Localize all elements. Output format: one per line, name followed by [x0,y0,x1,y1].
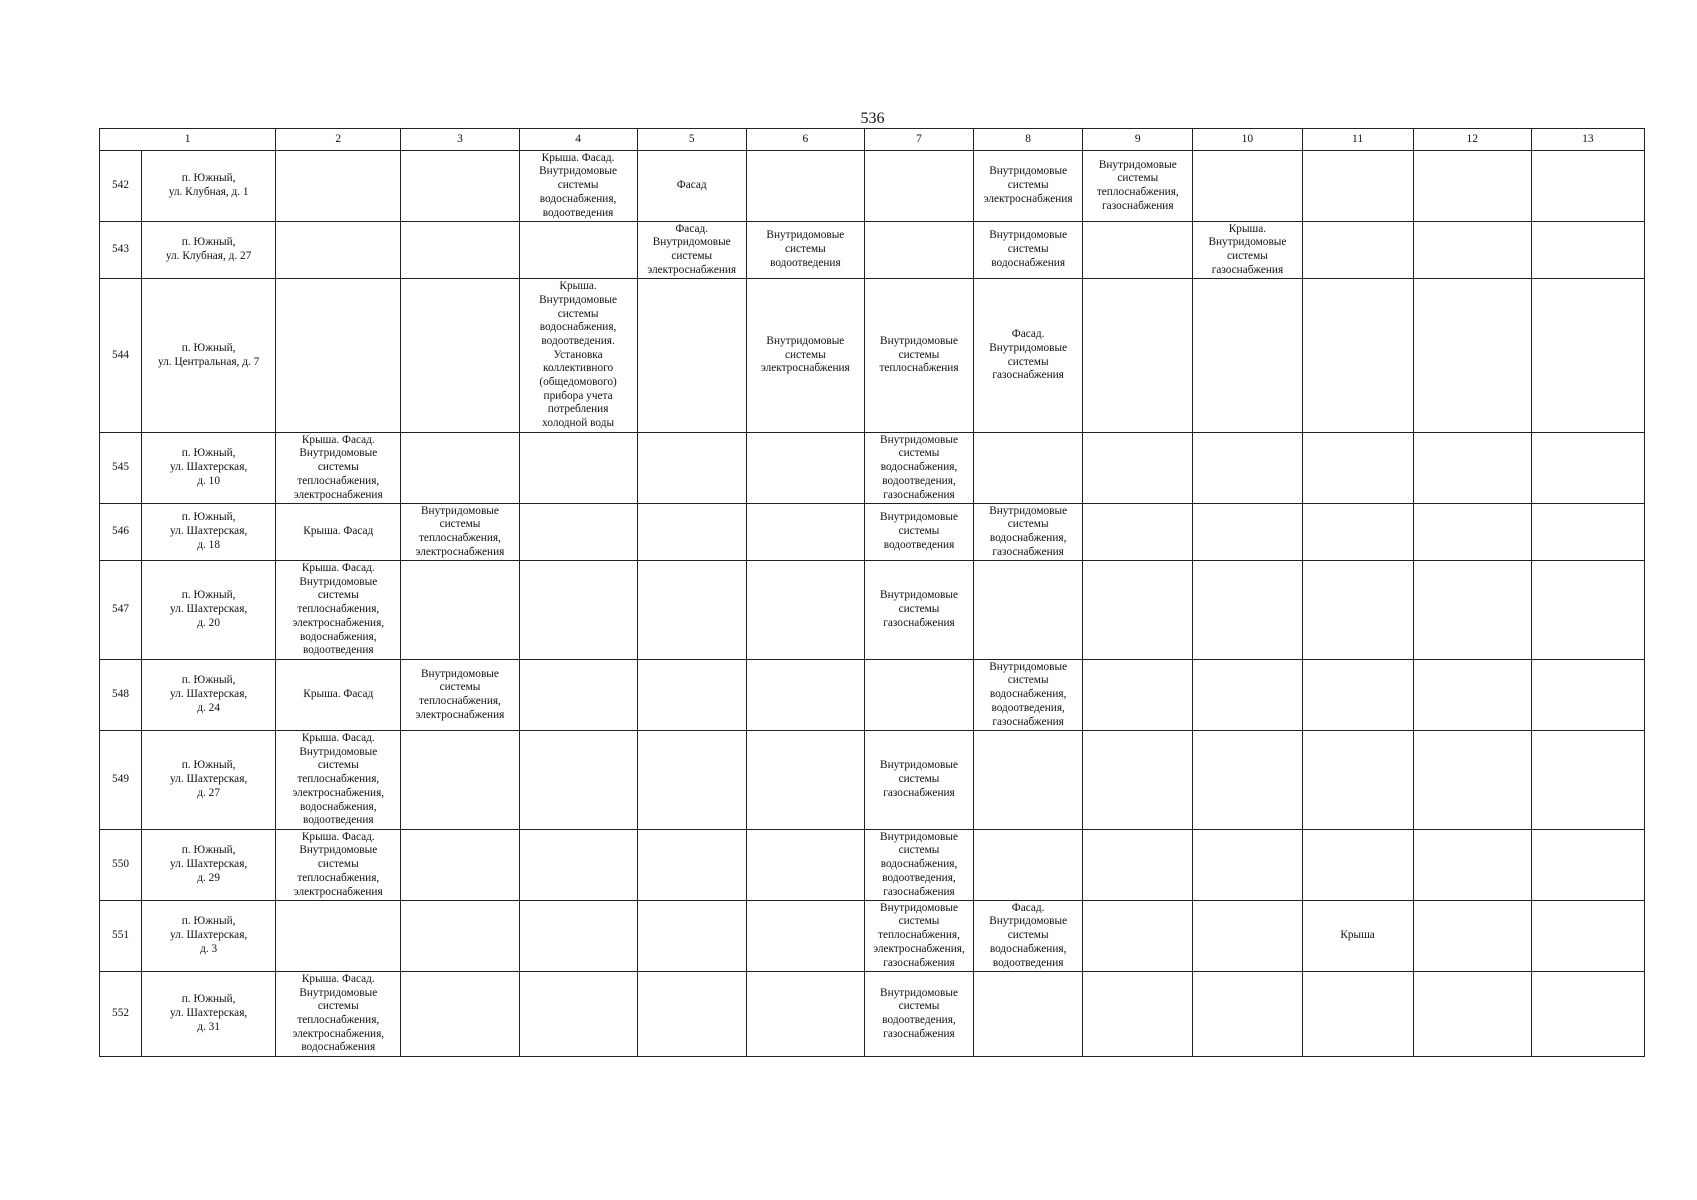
work-cell-col-4 [519,660,637,731]
work-cell-col-5 [637,433,746,504]
work-cell-col-9 [1083,901,1193,972]
work-cell-col-3 [401,830,519,901]
work-cell-col-8 [974,151,1083,222]
address-text: п. Южный, ул. Шахтерская, д. 24 [170,674,248,714]
work-cell-col-12 [1413,222,1531,279]
work-cell-col-13 [1531,660,1644,731]
work-cell-col-3 [401,151,519,222]
work-cell-col-4 [519,901,637,972]
work-cell-col-13 [1531,279,1644,433]
row-number-cell: 544 [100,279,142,433]
work-cell-col-10 [1193,901,1302,972]
address-text: п. Южный, ул. Шахтерская, д. 29 [170,844,248,884]
work-cell-col-13 [1531,151,1644,222]
row-number-cell: 542 [100,151,142,222]
work-cell-col-3 [401,660,519,731]
work-cell-col-11 [1302,433,1413,504]
work-cell-col-6 [746,433,864,504]
work-text: Крыша. Фасад. Внутридомовые системы теплоснабжения, электроснабжения, водоснабжения, водоотведения [292,562,385,657]
address-cell [142,972,276,1057]
work-cell-col-6 [746,972,864,1057]
work-cell-col-4 [519,151,637,222]
repair-schedule-table [99,128,1645,1057]
work-text: Крыша. Внутридомовые системы водоснабжения, водоотведения. Установка коллективного (общедомового) прибора учета потребления холодной воды [539,280,618,430]
work-text: Внутридомовые системы газоснабжения [880,759,958,799]
address-cell [142,151,276,222]
work-cell-col-3 [401,279,519,433]
work-cell-col-3 [401,433,519,504]
work-cell-col-9 [1083,972,1193,1057]
work-cell-col-5 [637,830,746,901]
address-text: п. Южный, ул. Центральная, д. 7 [158,341,260,368]
work-cell-col-10 [1193,504,1302,561]
address-cell [142,279,276,433]
row-number-cell: 546 [100,504,142,561]
table-row [100,279,1645,433]
work-cell-col-6 [746,151,864,222]
address-text: п. Южный, ул. Шахтерская, д. 10 [170,447,248,487]
column-header: 12 [1413,129,1531,151]
work-text: Внутридомовые системы теплоснабжения, электроснабжения [415,667,505,721]
work-cell-col-2 [276,660,401,731]
work-text: Крыша. Фасад. Внутридомовые системы теплоснабжения, электроснабжения [293,830,383,898]
work-cell-col-5 [637,901,746,972]
address-cell [142,561,276,660]
work-text: Внутридомовые системы электроснабжения [983,165,1073,205]
work-text: Внутридомовые системы газоснабжения [880,589,958,629]
table-row [100,222,1645,279]
work-cell-col-2 [276,433,401,504]
work-cell-col-10 [1193,972,1302,1057]
work-text: Внутридомовые системы теплоснабжения, электроснабжения, газоснабжения [873,901,965,969]
work-text: Внутридомовые системы водоснабжения, водоотведения, газоснабжения [989,660,1068,728]
work-cell-col-13 [1531,731,1644,830]
work-cell-col-12 [1413,731,1531,830]
work-cell-col-8 [974,433,1083,504]
table-row [100,830,1645,901]
column-header: 13 [1531,129,1644,151]
work-cell-col-10 [1193,830,1302,901]
work-cell-col-10 [1193,561,1302,660]
address-text: п. Южный, ул. Клубная, д. 1 [168,172,249,198]
column-header: 6 [746,129,864,151]
work-cell-col-12 [1413,901,1531,972]
work-cell-col-10 [1193,151,1302,222]
work-cell-col-7 [864,731,973,830]
work-cell-col-7 [864,504,973,561]
work-text: Внутридомовые системы теплоснабжения, электроснабжения [415,504,505,558]
work-cell-col-12 [1413,151,1531,222]
work-text: Внутридомовые системы водоотведения, газоснабжения [880,986,958,1040]
work-text: Фасад. Внутридомовые системы водоснабжения, водоотведения [989,901,1068,969]
work-text: Фасад. Внутридомовые системы газоснабжения [989,328,1068,382]
work-cell-col-11 [1302,279,1413,433]
work-cell-col-6 [746,561,864,660]
work-cell-col-5 [637,279,746,433]
table-row [100,660,1645,731]
work-cell-col-7 [864,972,973,1057]
work-cell-col-7 [864,830,973,901]
address-cell [142,830,276,901]
address-text: п. Южный, ул. Шахтерская, д. 3 [170,915,248,955]
work-text: Внутридомовые системы водоснабжения, водоотведения, газоснабжения [880,830,958,898]
work-cell-col-7 [864,433,973,504]
row-number-cell: 543 [100,222,142,279]
work-cell-col-6 [746,731,864,830]
work-cell-col-9 [1083,504,1193,561]
work-cell-col-3 [401,222,519,279]
work-cell-col-7 [864,222,973,279]
work-cell-col-8 [974,830,1083,901]
table-row [100,151,1645,222]
work-cell-col-4 [519,830,637,901]
work-cell-col-11 [1302,504,1413,561]
work-cell-col-6 [746,279,864,433]
work-text: Внутридомовые системы водоснабжения [989,229,1068,269]
work-cell-col-5 [637,504,746,561]
work-cell-col-8 [974,504,1083,561]
column-header: 9 [1083,129,1193,151]
row-number-cell: 549 [100,731,142,830]
work-cell-col-2 [276,504,401,561]
work-text: Фасад [676,179,707,192]
work-cell-col-9 [1083,151,1193,222]
work-cell-col-3 [401,731,519,830]
work-cell-col-4 [519,731,637,830]
work-text: Крыша. Фасад. Внутридомовые системы водоснабжения, водоотведения [539,151,618,219]
table-row [100,561,1645,660]
address-cell [142,433,276,504]
column-header: 1 [100,129,276,151]
work-cell-col-2 [276,830,401,901]
row-number-cell: 545 [100,433,142,504]
table-row [100,972,1645,1057]
address-cell [142,901,276,972]
work-cell-col-7 [864,660,973,731]
column-header: 5 [637,129,746,151]
work-cell-col-11 [1302,660,1413,731]
work-cell-col-2 [276,222,401,279]
work-cell-col-12 [1413,830,1531,901]
work-cell-col-5 [637,222,746,279]
work-cell-col-5 [637,660,746,731]
column-header: 7 [864,129,973,151]
address-text: п. Южный, ул. Шахтерская, д. 18 [170,511,248,551]
work-cell-col-11 [1302,901,1413,972]
work-cell-col-13 [1531,504,1644,561]
column-header: 8 [974,129,1083,151]
table-row [100,901,1645,972]
work-cell-col-8 [974,972,1083,1057]
work-cell-col-6 [746,660,864,731]
work-cell-col-8 [974,222,1083,279]
work-text: Крыша. Фасад. Внутридомовые системы теплоснабжения, электроснабжения [293,433,383,501]
work-cell-col-7 [864,279,973,433]
work-text: Внутридомовые системы водоснабжения, водоотведения, газоснабжения [880,433,958,501]
work-cell-col-4 [519,504,637,561]
work-text: Внутридомовые системы теплоснабжения, газоснабжения [1096,158,1179,212]
work-cell-col-7 [864,561,973,660]
address-cell [142,504,276,561]
column-header: 2 [276,129,401,151]
row-number-cell: 550 [100,830,142,901]
page-number: 536 [860,110,885,127]
work-cell-col-4 [519,222,637,279]
work-cell-col-13 [1531,561,1644,660]
work-cell-col-11 [1302,561,1413,660]
work-cell-col-11 [1302,222,1413,279]
work-text: Крыша. Внутридомовые системы газоснабжения [1208,222,1287,276]
work-cell-col-10 [1193,222,1302,279]
work-cell-col-13 [1531,830,1644,901]
work-cell-col-5 [637,561,746,660]
work-text: Крыша. Фасад [303,525,374,538]
row-number-cell: 551 [100,901,142,972]
work-cell-col-10 [1193,433,1302,504]
address-text: п. Южный, ул. Шахтерская, д. 27 [170,759,248,799]
work-cell-col-3 [401,504,519,561]
work-cell-col-4 [519,972,637,1057]
work-cell-col-4 [519,279,637,433]
row-number-cell: 552 [100,972,142,1057]
work-cell-col-8 [974,561,1083,660]
work-cell-col-6 [746,504,864,561]
column-number-header-row [100,129,1645,151]
table-body [100,151,1645,1057]
work-cell-col-10 [1193,279,1302,433]
row-number-cell: 548 [100,660,142,731]
address-cell [142,222,276,279]
work-cell-col-13 [1531,901,1644,972]
work-text: Внутридомовые системы водоснабжения, газоснабжения [989,504,1068,558]
work-cell-col-6 [746,830,864,901]
work-cell-col-9 [1083,830,1193,901]
work-cell-col-11 [1302,972,1413,1057]
work-cell-col-4 [519,433,637,504]
work-text: Внутридомовые системы теплоснабжения [879,334,959,375]
work-cell-col-8 [974,731,1083,830]
work-text: Фасад. Внутридомовые системы электроснабжения [647,222,737,276]
work-cell-col-9 [1083,561,1193,660]
column-header: 3 [401,129,519,151]
work-cell-col-2 [276,972,401,1057]
work-cell-col-2 [276,279,401,433]
work-cell-col-5 [637,972,746,1057]
work-cell-col-12 [1413,433,1531,504]
work-text: Внутридомовые системы водоотведения [766,229,845,269]
column-header: 10 [1193,129,1302,151]
work-cell-col-7 [864,901,973,972]
work-cell-col-13 [1531,972,1644,1057]
work-cell-col-10 [1193,731,1302,830]
work-cell-col-9 [1083,222,1193,279]
work-cell-col-3 [401,972,519,1057]
work-cell-col-2 [276,731,401,830]
address-text: п. Южный, ул. Шахтерская, д. 20 [170,589,248,629]
work-text: Внутридомовые системы водоотведения [880,511,958,551]
work-cell-col-12 [1413,972,1531,1057]
table-row [100,731,1645,830]
work-cell-col-11 [1302,830,1413,901]
address-text: п. Южный, ул. Шахтерская, д. 31 [170,993,248,1033]
work-cell-col-10 [1193,660,1302,731]
work-cell-col-3 [401,901,519,972]
work-cell-col-5 [637,151,746,222]
work-cell-col-11 [1302,731,1413,830]
work-text: Крыша. Фасад [303,688,374,701]
work-cell-col-7 [864,151,973,222]
work-cell-col-3 [401,561,519,660]
address-cell [142,660,276,731]
work-text: Крыша. Фасад. Внутридомовые системы теплоснабжения, электроснабжения, водоснабжения, водоотведения [292,732,385,827]
table-row [100,433,1645,504]
work-cell-col-5 [637,731,746,830]
work-cell-col-8 [974,660,1083,731]
work-text: Внутридомовые системы электроснабжения [760,334,850,375]
table-row [100,504,1645,561]
work-cell-col-2 [276,561,401,660]
work-cell-col-9 [1083,279,1193,433]
work-cell-col-2 [276,151,401,222]
work-cell-col-2 [276,901,401,972]
work-cell-col-9 [1083,660,1193,731]
work-cell-col-12 [1413,561,1531,660]
work-cell-col-12 [1413,279,1531,433]
work-cell-col-11 [1302,151,1413,222]
work-cell-col-8 [974,901,1083,972]
work-cell-col-8 [974,279,1083,433]
work-cell-col-13 [1531,222,1644,279]
work-cell-col-6 [746,901,864,972]
work-cell-col-6 [746,222,864,279]
work-cell-col-4 [519,561,637,660]
column-header: 4 [519,129,637,151]
work-cell-col-12 [1413,504,1531,561]
address-text: п. Южный, ул. Клубная, д. 27 [165,236,252,262]
work-cell-col-12 [1413,660,1531,731]
work-cell-col-13 [1531,433,1644,504]
work-cell-col-9 [1083,433,1193,504]
address-cell [142,731,276,830]
column-header: 11 [1302,129,1413,151]
work-text: Крыша [1340,929,1375,942]
work-cell-col-9 [1083,731,1193,830]
work-text: Крыша. Фасад. Внутридомовые системы теплоснабжения, электроснабжения, водоснабжения [292,972,385,1054]
row-number-cell: 547 [100,561,142,660]
